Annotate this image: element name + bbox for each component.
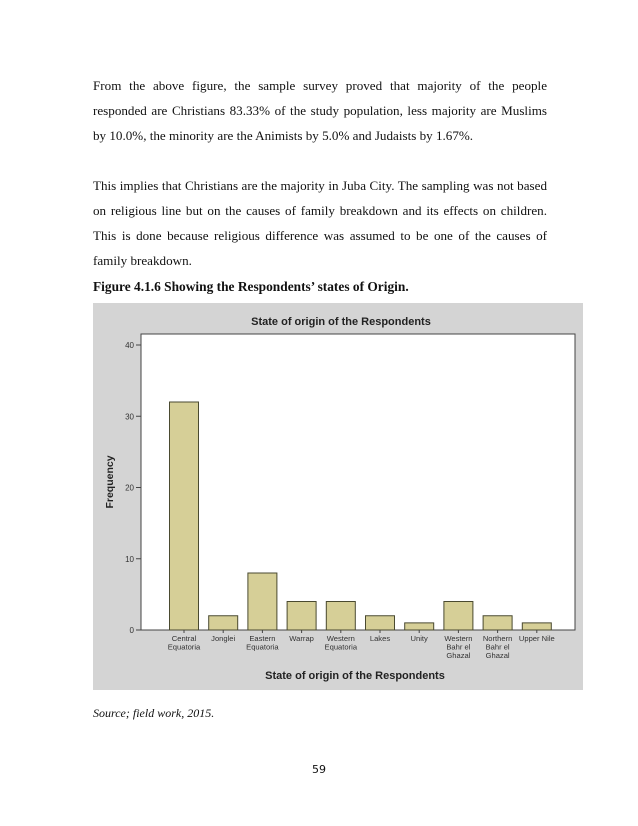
source-note: Source; field work, 2015.: [93, 706, 215, 720]
x-axis-label: State of origin of the Respondents: [265, 670, 445, 682]
bar: [366, 616, 395, 630]
bar: [444, 602, 473, 631]
x-tick-label: Upper Nile: [518, 634, 555, 643]
x-tick-label: Northern Bahr el Ghazal: [482, 634, 513, 661]
paragraph-religion-summary: From the above figure, the sample survey proved that majority of the people responded are Christians 83.33% of the study population, less majority are Muslims by 10.0%, the minority are the Animists by 5.0% and Judaists by 1.67%.: [93, 78, 547, 143]
paragraph-religion-implication: This implies that Christians are the majority in Juba City. The sampling was not based on religious line but on the causes of family breakdown and its effects on children. This is done because religious difference was assumed to be one of the causes of family breakdown.: [93, 178, 547, 268]
y-tick-label: 40: [125, 341, 134, 350]
bar: [287, 602, 316, 631]
x-tick-label: Eastern Equatoria: [246, 634, 279, 652]
x-tick-label: Central Equatoria: [167, 634, 201, 652]
y-tick-label: 20: [125, 483, 134, 493]
x-tick-label: Warrap: [289, 634, 314, 643]
bar-chart: [93, 303, 583, 690]
bar: [170, 402, 199, 630]
x-tick-label: Western Bahr el Ghazal: [444, 634, 473, 661]
x-tick-label: Western Equatoria: [324, 634, 358, 652]
x-tick-label: Jonglei: [211, 634, 236, 643]
x-tick-label: Unity: [410, 634, 428, 643]
y-tick-label: 10: [125, 554, 134, 564]
plot-area: [141, 334, 575, 630]
x-tick-label: Lakes: [369, 634, 391, 643]
y-tick-label: 0: [129, 626, 134, 635]
bar: [209, 616, 238, 630]
chart-svg: [93, 303, 583, 690]
bar: [522, 623, 551, 630]
bar: [483, 616, 512, 630]
page-number: 59: [312, 763, 326, 776]
bar: [326, 602, 355, 631]
y-axis-label: Frequency: [104, 455, 116, 509]
bar: [405, 623, 434, 630]
figure-caption: Figure 4.1.6 Showing the Respondents’ states of Origin.: [93, 279, 409, 294]
chart-title: State of origin of the Respondents: [251, 316, 431, 328]
y-tick-label: 30: [125, 412, 134, 422]
bar: [248, 573, 277, 630]
